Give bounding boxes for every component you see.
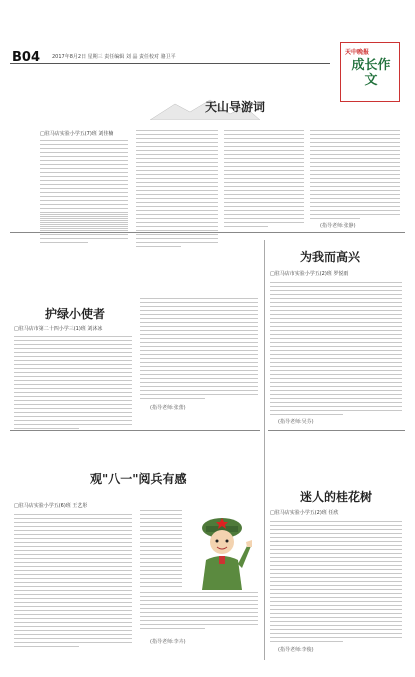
article-footer-tianshan: (指导老师:张静) — [320, 223, 356, 229]
article-body-bayi-col2 — [140, 510, 182, 590]
article-body-guihua — [270, 521, 402, 645]
article-body-gaoxing — [270, 282, 402, 418]
article-title-guihua: 迷人的桂花树 — [300, 490, 373, 504]
article-body-bayi-col1 — [14, 514, 132, 650]
article-title-huxiao: 护绿小使者 — [45, 307, 106, 321]
soldier-illustration — [186, 510, 258, 590]
article-body-tianshan-col3 — [224, 130, 304, 230]
brand-name: 天中晚报 — [345, 49, 370, 56]
section-logo — [340, 42, 400, 102]
header-rule — [10, 63, 330, 64]
article-body-bayi-col2b — [140, 592, 258, 632]
article-title-bayi: 观"八一"阅兵有感 — [90, 472, 187, 486]
page-number: B04 — [12, 50, 40, 65]
article-body-tianshan-col1b — [40, 214, 128, 246]
article-body-huxiao-col2 — [140, 298, 258, 402]
column-divider — [264, 240, 265, 660]
article-body-huxiao-col1 — [14, 336, 132, 432]
article-footer-bayi: (指导老师:李卉) — [150, 639, 186, 645]
article-footer-huxiao: (指导老师:张蕾) — [150, 405, 186, 411]
article-author-huxiao: □驻马店市第二十四小学三(1)班 刘沐冰 — [14, 326, 103, 332]
section-divider-2 — [10, 430, 260, 431]
article-body-tianshan-col4 — [310, 130, 400, 222]
article-footer-guihua: (指导老师:李俊) — [278, 647, 314, 653]
article-footer-gaoxing: (指导老师:吴芬) — [278, 419, 314, 425]
article-title-tianshan: 天山导游词 — [205, 100, 266, 114]
section-divider — [10, 232, 405, 233]
article-author-guihua: □驻马店实验小学五(2)班 任欣 — [270, 510, 339, 516]
section-title: 成长作文 — [351, 58, 391, 88]
section-divider-3 — [268, 430, 405, 431]
article-author-bayi: □驻马店实验小学五(6)班 王艺彤 — [14, 503, 88, 509]
header-date-line: 2017年8月2日 星期三 责任编辑 刘 晶 责任校对 骆卫平 — [52, 54, 176, 60]
article-author-tianshan: □驻马店实验小学五(7)班 刘佳楠 — [40, 131, 114, 137]
article-title-gaoxing: 为我而高兴 — [300, 250, 361, 264]
article-author-gaoxing: □驻马店市实验小学五(2)班 罗悦雨 — [270, 271, 349, 277]
